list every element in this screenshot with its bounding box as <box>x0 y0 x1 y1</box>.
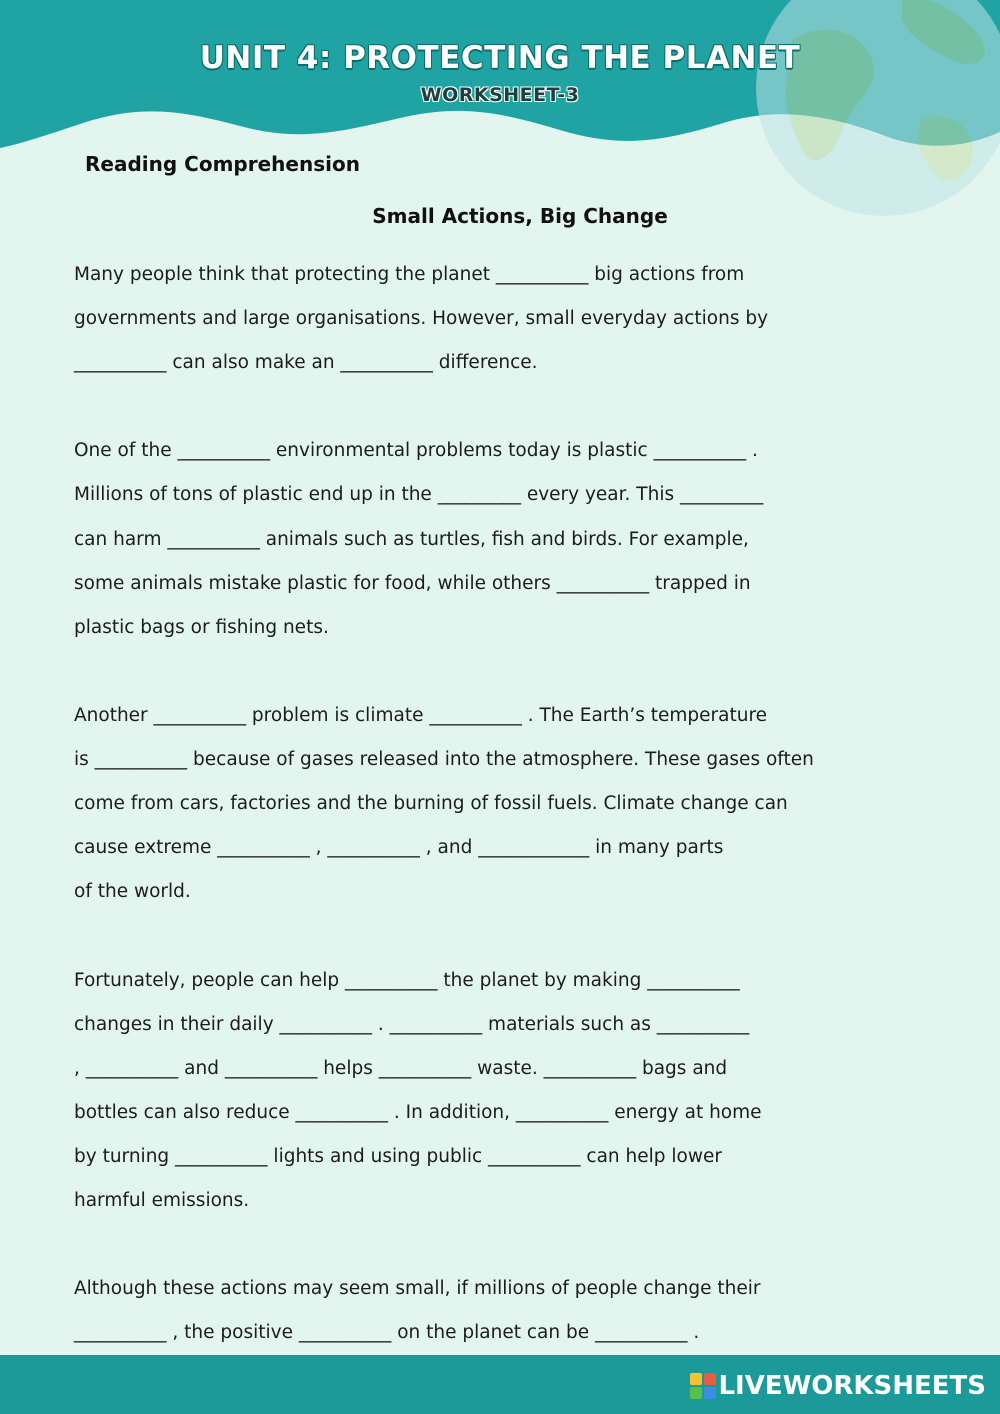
passage-title: Small Actions, Big Change <box>372 204 668 228</box>
passage-line: come from cars, factories and the burning of fossil fuels. Climate change can <box>74 793 788 815</box>
liveworksheets-logo-text: LIVEWORKSHEETS <box>718 1371 986 1401</box>
passage-line: bottles can also reduce __________ . In addition, __________ energy at home <box>74 1101 762 1123</box>
worksheet-subtitle: WORKSHEET-3 <box>420 84 580 106</box>
passage-line: of the world. <box>74 881 191 903</box>
passage-line: __________ can also make an __________ difference. <box>74 352 538 374</box>
section-label: Reading Comprehension <box>85 152 360 176</box>
worksheet-title: UNIT 4: PROTECTING THE PLANET <box>199 40 801 76</box>
passage-line: Fortunately, people can help __________ the planet by making __________ <box>74 969 740 991</box>
passage-line: some animals mistake plastic for food, while others __________ trapped in <box>74 572 751 594</box>
passage-line: plastic bags or fishing nets. <box>74 616 329 638</box>
globe-illustration <box>752 0 1000 218</box>
passage-line: by turning __________ lights and using public __________ can help lower <box>74 1145 722 1167</box>
passage-line: governments and large organisations. However, small everyday actions by <box>74 308 769 330</box>
passage-line: can harm __________ animals such as turtles, fish and birds. For example, <box>74 528 749 550</box>
liveworksheets-logo[interactable] <box>690 1371 986 1401</box>
passage-line: __________ , the positive __________ on the planet can be __________ . <box>74 1322 700 1344</box>
passage-line: , __________ and __________ helps __________ waste. __________ bags and <box>74 1057 728 1079</box>
passage-line: Many people think that protecting the planet __________ big actions from <box>74 264 745 285</box>
passage-line: Although these actions may seem small, if millions of people change their <box>74 1278 761 1300</box>
passage-line: cause extreme __________ , __________ , and ____________ in many parts <box>74 837 724 859</box>
passage-line: Millions of tons of plastic end up in the _________ every year. This _________ <box>74 484 764 506</box>
liveworksheets-logo-icon <box>690 1373 716 1399</box>
passage-line: Another __________ problem is climate __________ . The Earth’s temperature <box>74 704 768 726</box>
passage-line: changes in their daily __________ . __________ materials such as __________ <box>74 1013 750 1035</box>
passage-line: is __________ because of gases released into the atmosphere. These gases often <box>74 749 814 771</box>
passage-line: harmful emissions. <box>74 1189 250 1211</box>
reading-passage <box>74 253 874 1355</box>
passage-line: One of the __________ environmental problems today is plastic __________ . <box>74 440 758 462</box>
